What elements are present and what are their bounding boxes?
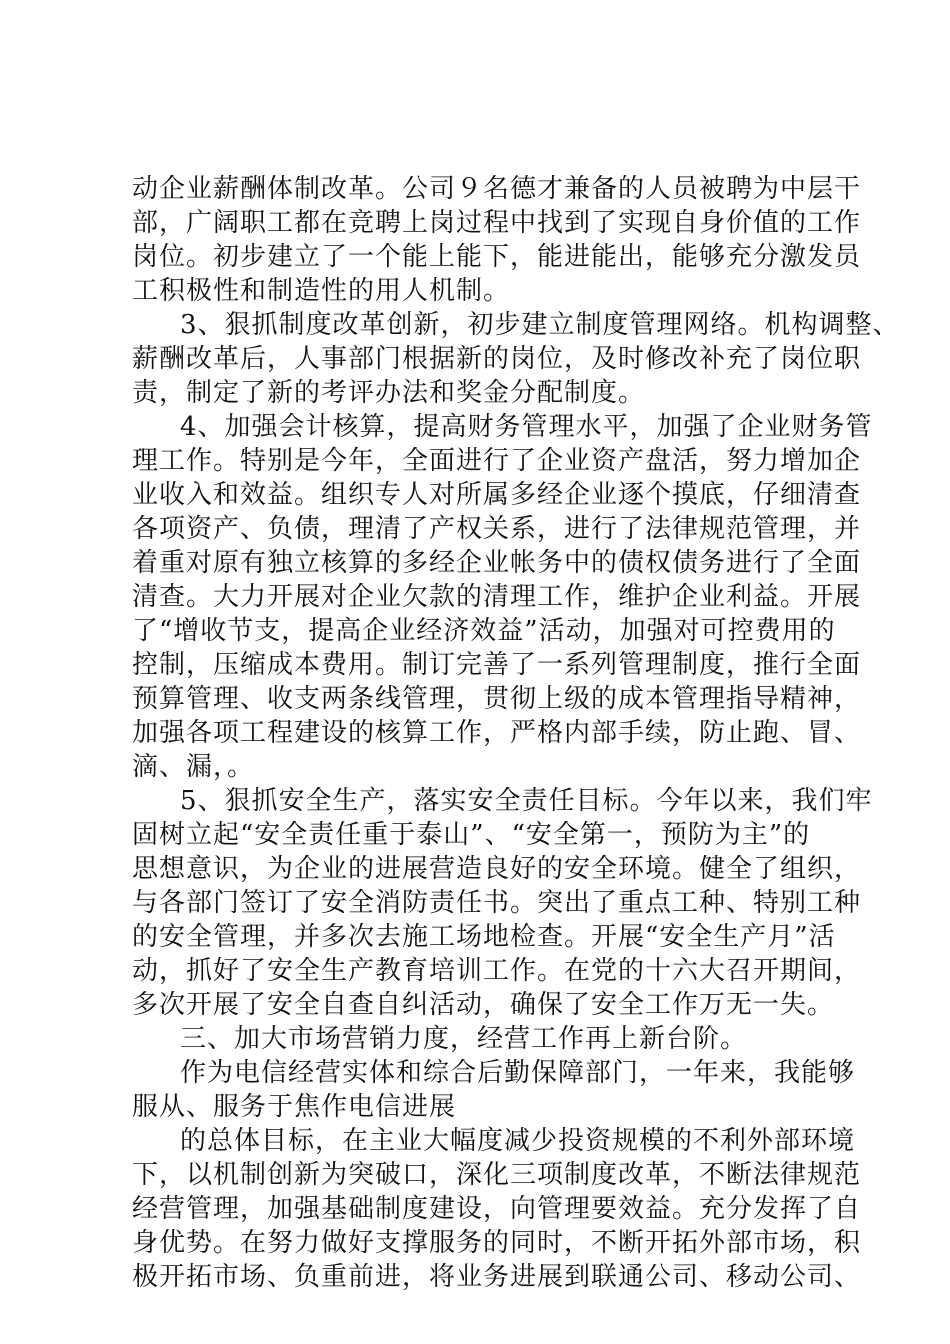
text-line: 4、加强会计核算，提高财务管理水平，加强了企业财务管 [180,412,873,442]
text-line: 工积极性和制造性的用人机制。 [132,276,511,306]
text-line: 经营管理，加强基础制度建设，向管理要效益。充分发挥了自 [132,1194,862,1224]
text-line: 薪酬改革后，人事部门根据新的岗位，及时修改补充了岗位职 [132,344,862,374]
text-line: 动，抓好了安全生产教育培训工作。在党的十六大召开期间， [132,956,862,986]
text-line: 着重对原有独立核算的多经企业帐务中的债权债务进行了全面 [132,548,862,578]
text-line: 部，广阔职工都在竞聘上岗过程中找到了实现自身价值的工作 [132,208,862,238]
text-line: 动企业薪酬体制改革。公司９名德才兼备的人员被聘为中层干 [132,174,862,204]
text-line: 各项资产、负债，理清了产权关系，进行了法律规范管理，并 [132,514,862,544]
text-line: 的安全管理，并多次去施工场地检查。开展“安全生产月”活 [132,922,836,952]
text-line: 清查。大力开展对企业欠款的清理工作，维护企业利益。开展 [132,582,862,612]
text-line: 与各部门签订了安全消防责任书。突出了重点工种、特别工种 [132,888,862,918]
document-body [132,172,900,1294]
text-line: 加强各项工程建设的核算工作，严格内部手续，防止跑、冒、 [132,718,862,748]
text-line: 责，制定了新的考评办法和奖金分配制度。 [132,378,646,408]
text-line: 业收入和效益。组织专人对所属多经企业逐个摸底，仔细清查 [132,480,862,510]
text-line: 思想意识，为企业的进展营造良好的安全环境。健全了组织， [132,854,862,884]
text-line: 控制，压缩成本费用。制订完善了一系列管理制度，推行全面 [132,650,862,680]
text-line: 了“增收节支，提高企业经济效益”活动，加强对可控费用的 [132,616,836,646]
text-line: 极开拓市场、负重前进，将业务进展到联通公司、移动公司、 [132,1262,862,1292]
text-line: 滴、漏，。 [132,752,255,782]
text-line: 3、狠抓制度改革创新，初步建立制度管理网络。机构调整、 [180,310,900,340]
text-line: 固树立起“安全责任重于泰山”、“安全第一，预防为主”的 [132,820,811,850]
text-line: 理工作。特别是今年，全面进行了企业资产盘活，努力增加企 [132,446,862,476]
text-line: 岗位。初步建立了一个能上能下，能进能出，能够充分激发员 [132,242,862,272]
text-line: 5、狠抓安全生产，落实安全责任目标。今年以来，我们牢 [180,786,873,816]
text-line: 作为电信经营实体和综合后勤保障部门，一年来，我能够 [180,1058,856,1088]
text-line: 服从、服务于焦作电信进展 [132,1092,457,1122]
text-line: 预算管理、收支两条线管理，贯彻上级的成本管理指导精神， [132,684,862,714]
text-line: 下，以机制创新为突破口，深化三项制度改革，不断法律规范 [132,1160,862,1190]
text-line: 多次开展了安全自查自纠活动，确保了安全工作万无一失。 [132,990,835,1020]
text-line: 身优势。在努力做好支撑服务的同时，不断开拓外部市场，积 [132,1228,862,1258]
text-line: 的总体目标，在主业大幅度减少投资规模的不利外部环境 [180,1126,856,1156]
text-line: 三、加大市场营销力度，经营工作再上新台阶。 [180,1024,748,1054]
